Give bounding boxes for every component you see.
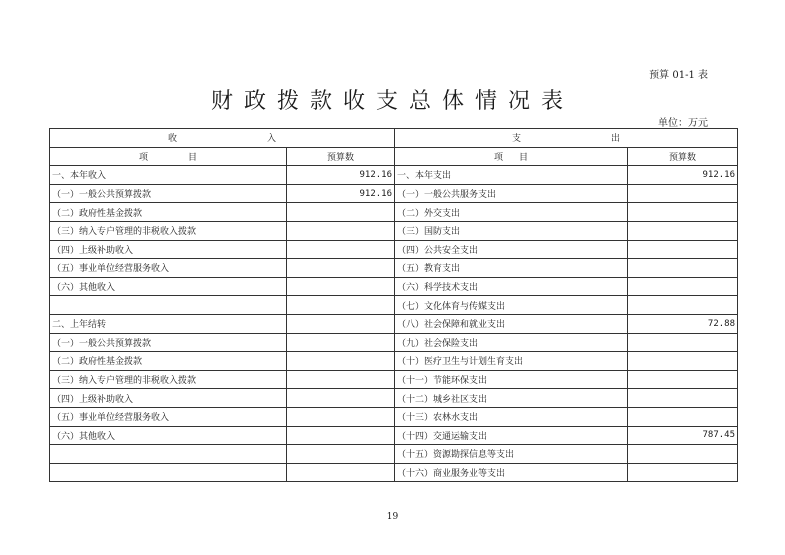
expense-header-left: 支	[511, 134, 521, 145]
expense-amount-cell	[628, 445, 738, 464]
income-amount-cell	[287, 426, 395, 445]
expense-item-cell: （十五）资源勘探信息等支出	[395, 445, 628, 464]
budget-table	[49, 128, 738, 482]
item-header-char1: 项	[493, 152, 503, 163]
income-item-cell	[50, 463, 287, 482]
header-row-side	[50, 129, 738, 148]
expense-amount-cell	[628, 333, 738, 352]
income-item-cell: （六）其他收入	[50, 426, 287, 445]
table-row	[50, 463, 738, 482]
income-amount-cell	[287, 259, 395, 278]
header-row-columns	[50, 147, 738, 166]
expense-amount-cell	[628, 221, 738, 240]
expense-amount-cell	[628, 296, 738, 315]
table-row	[50, 407, 738, 426]
table-row	[50, 445, 738, 464]
table-row	[50, 277, 738, 296]
expense-header	[395, 129, 738, 148]
expense-amount-cell: 912.16	[628, 166, 738, 185]
table-row	[50, 352, 738, 371]
income-amount-cell	[287, 463, 395, 482]
expense-amount-cell	[628, 184, 738, 203]
income-item-cell: （五）事业单位经营服务收入	[50, 259, 287, 278]
income-amount-cell	[287, 240, 395, 259]
expense-amount-cell: 787.45	[628, 426, 738, 445]
income-amount-cell	[287, 314, 395, 333]
expense-item-cell: （一）一般公共服务支出	[395, 184, 628, 203]
expense-item-cell: （八）社会保障和就业支出	[395, 314, 628, 333]
expense-item-cell: （五）教育支出	[395, 259, 628, 278]
income-item-cell: （二）政府性基金拨款	[50, 203, 287, 222]
table-row	[50, 370, 738, 389]
income-item-cell: （四）上级补助收入	[50, 240, 287, 259]
income-amount-cell	[287, 277, 395, 296]
expense-item-cell: （十四）交通运输支出	[395, 426, 628, 445]
expense-item-cell: （二）外交支出	[395, 203, 628, 222]
income-budget-header: 预算数	[287, 147, 395, 166]
expense-amount-cell	[628, 277, 738, 296]
income-item-cell: （四）上级补助收入	[50, 389, 287, 408]
expense-budget-header: 预算数	[628, 147, 738, 166]
income-item-cell: （二）政府性基金拨款	[50, 352, 287, 371]
expense-header-right: 出	[611, 134, 621, 145]
expense-item-cell: 一、本年支出	[395, 166, 628, 185]
page-number: 19	[386, 512, 399, 522]
income-header-left: 收	[167, 134, 177, 145]
income-amount-cell	[287, 203, 395, 222]
income-item-cell: （三）纳入专户管理的非税收入拨款	[50, 370, 287, 389]
income-amount-cell	[287, 221, 395, 240]
expense-item-cell: （十一）节能环保支出	[395, 370, 628, 389]
income-amount-cell	[287, 370, 395, 389]
expense-amount-cell	[628, 240, 738, 259]
expense-item-cell: （六）科学技术支出	[395, 277, 628, 296]
expense-item-cell: （十）医疗卫生与计划生育支出	[395, 352, 628, 371]
expense-amount-cell	[628, 463, 738, 482]
table-row	[50, 296, 738, 315]
income-item-cell: （五）事业单位经营服务收入	[50, 407, 287, 426]
income-header	[50, 129, 395, 148]
item-header-char1: 项	[138, 152, 148, 163]
expense-item-cell: （十六）商业服务业等支出	[395, 463, 628, 482]
table-row	[50, 389, 738, 408]
expense-amount-cell	[628, 370, 738, 389]
income-item-cell	[50, 296, 287, 315]
income-item-cell: （三）纳入专户管理的非税收入拨款	[50, 221, 287, 240]
income-item-cell: （六）其他收入	[50, 277, 287, 296]
income-amount-cell	[287, 352, 395, 371]
table-row	[50, 166, 738, 185]
income-header-right: 入	[267, 134, 277, 145]
expense-item-header	[395, 147, 628, 166]
income-item-cell: 二、上年结转	[50, 314, 287, 333]
item-header-char2: 目	[519, 152, 529, 163]
income-amount-cell	[287, 445, 395, 464]
form-number: 预算 01-1 表	[649, 70, 708, 81]
income-item-cell	[50, 445, 287, 464]
income-item-header	[50, 147, 287, 166]
expense-item-cell: （十二）城乡社区支出	[395, 389, 628, 408]
page-title: 财政拨款收支总体情况表	[210, 89, 574, 114]
expense-amount-cell	[628, 259, 738, 278]
income-amount-cell	[287, 389, 395, 408]
table-row	[50, 259, 738, 278]
expense-item-cell: （四）公共安全支出	[395, 240, 628, 259]
table-row	[50, 314, 738, 333]
income-amount-cell: 912.16	[287, 166, 395, 185]
expense-item-cell: （七）文化体育与传媒支出	[395, 296, 628, 315]
table-row	[50, 333, 738, 352]
expense-item-cell: （三）国防支出	[395, 221, 628, 240]
table-row	[50, 426, 738, 445]
income-amount-cell	[287, 296, 395, 315]
income-amount-cell	[287, 333, 395, 352]
income-item-cell: （一）一般公共预算拨款	[50, 333, 287, 352]
table-row	[50, 184, 738, 203]
expense-item-cell: （九）社会保险支出	[395, 333, 628, 352]
income-item-cell: 一、本年收入	[50, 166, 287, 185]
income-amount-cell: 912.16	[287, 184, 395, 203]
table-row	[50, 240, 738, 259]
expense-amount-cell	[628, 407, 738, 426]
expense-amount-cell: 72.88	[628, 314, 738, 333]
unit-label: 单位：万元	[658, 118, 708, 129]
table-row	[50, 203, 738, 222]
income-amount-cell	[287, 407, 395, 426]
table-row	[50, 221, 738, 240]
expense-amount-cell	[628, 352, 738, 371]
item-header-char2: 目	[188, 152, 198, 163]
expense-amount-cell	[628, 389, 738, 408]
expense-amount-cell	[628, 203, 738, 222]
expense-item-cell: （十三）农林水支出	[395, 407, 628, 426]
income-item-cell: （一）一般公共预算拨款	[50, 184, 287, 203]
